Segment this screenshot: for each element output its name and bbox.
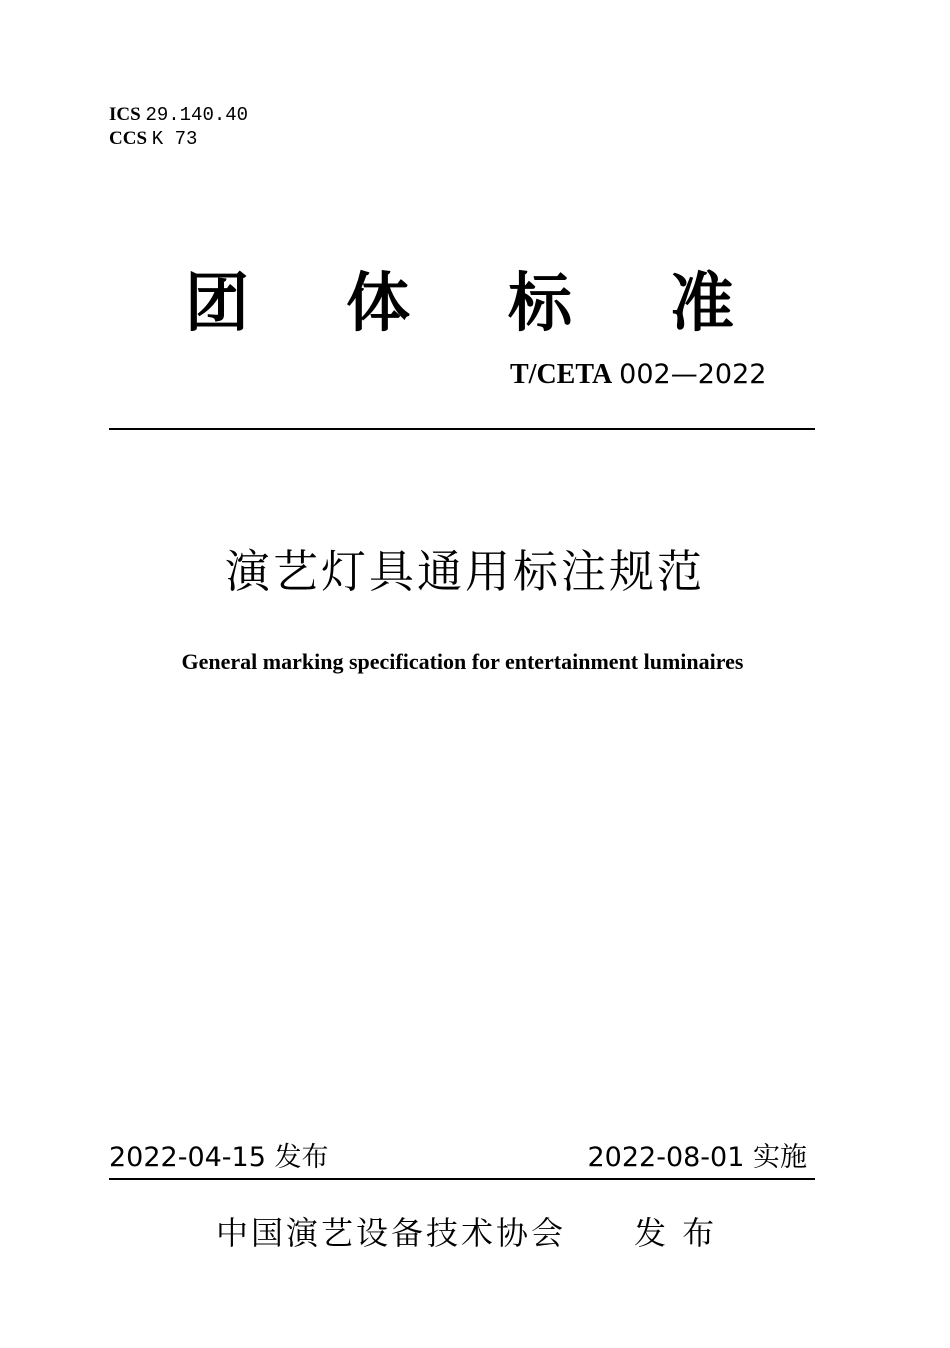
standard-code: 002—2022 [619,359,767,390]
publisher-organization: 中国演艺设备技术协会 [216,1214,567,1252]
top-divider [109,428,815,430]
ccs-label: CCS [109,128,148,149]
ics-line [109,104,248,126]
title-char-3: 标 [508,267,572,341]
ccs-line [109,128,197,150]
document-title-cn: 演艺灯具通用标注规范 [224,545,705,598]
ccs-code: K 73 [151,128,198,150]
standard-prefix: T/CETA [510,359,613,390]
document-title-en: General marking specification for entertainment luminaires [181,649,744,674]
ics-label: ICS [109,104,141,125]
bottom-divider [109,1178,815,1180]
standard-number [510,359,766,391]
issue-date: 2022-04-15 发布 [109,1142,329,1173]
ics-code: 29.140.40 [145,104,249,126]
title-char-4: 准 [670,267,734,341]
title-char-1: 团 [185,267,249,341]
title-char-2: 体 [346,267,410,341]
effective-date: 2022-08-01 实施 [587,1142,807,1173]
publish-label: 发 布 [634,1214,718,1252]
